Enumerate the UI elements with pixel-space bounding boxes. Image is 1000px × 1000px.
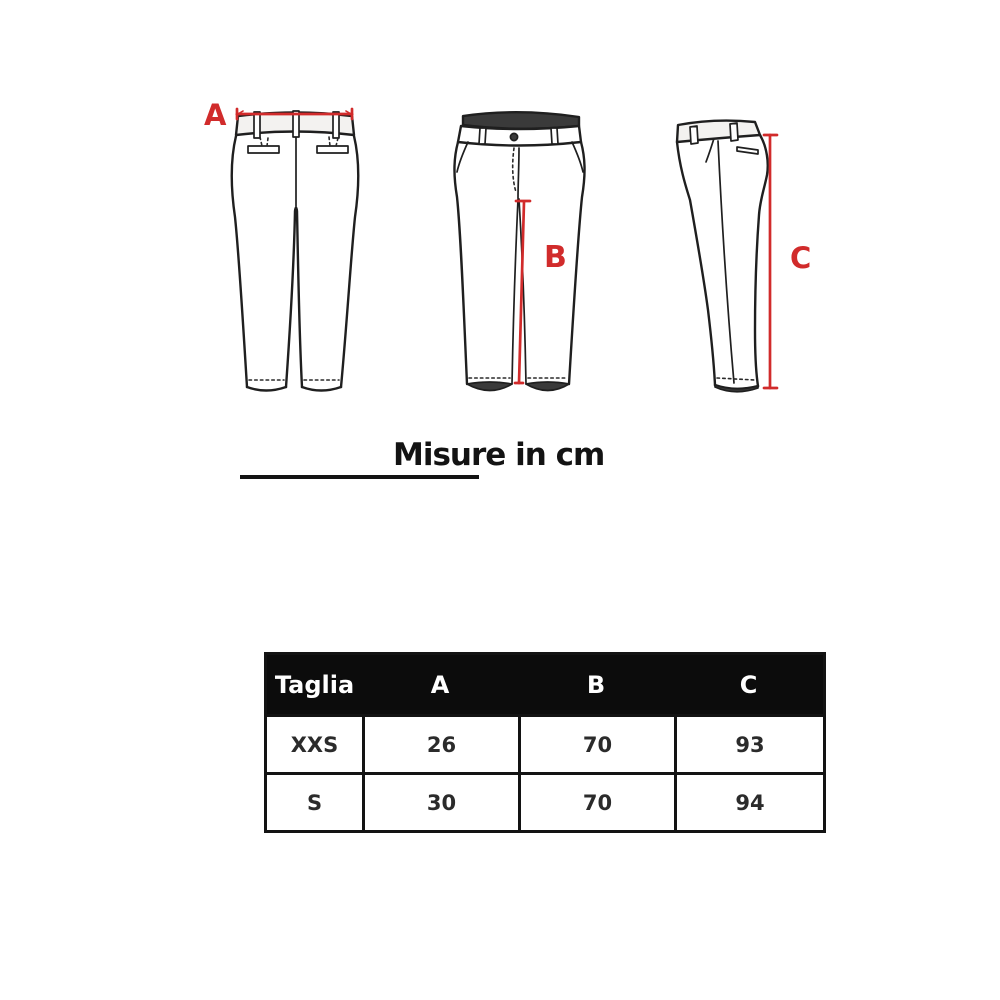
front-inner-seam <box>512 199 518 384</box>
header-cell-b: B <box>586 670 606 699</box>
cell-a: 30 <box>362 775 518 830</box>
belt-loop <box>254 112 260 138</box>
title-underline <box>240 475 479 479</box>
belt-loop <box>551 128 558 144</box>
fly-stitch <box>513 148 516 192</box>
pants-side-view-drawing <box>660 85 800 415</box>
measure-label-c: C <box>790 241 812 275</box>
pants-side-outline <box>677 121 768 392</box>
back-pocket-welt <box>737 147 758 154</box>
cell-c: 93 <box>674 717 823 772</box>
size-table-row-xxs <box>267 714 823 772</box>
hem-opening <box>467 382 512 391</box>
size-table <box>264 652 826 833</box>
header-cell-c: C <box>739 670 758 699</box>
size-table-header-row <box>267 655 823 714</box>
cell-size: XXS <box>290 732 339 757</box>
belt-loop <box>730 123 738 141</box>
back-pocket-welt <box>317 146 348 153</box>
cell-b: 70 <box>518 775 674 830</box>
header-cell-taglia: Taglia <box>274 670 355 699</box>
waist-button <box>510 133 517 140</box>
pants-front-view-drawing <box>430 85 630 415</box>
cell-size: S <box>306 790 323 815</box>
hem-stitches <box>717 378 755 380</box>
front-waistband <box>458 126 581 146</box>
measure-label-a: A <box>204 98 227 132</box>
dart-stitches <box>260 137 338 146</box>
belt-loop <box>690 126 698 144</box>
cell-c: 94 <box>674 775 823 830</box>
measure-line-c <box>764 135 777 388</box>
header-cell-a: A <box>430 670 450 699</box>
belt-loop <box>479 128 486 144</box>
belt-loop <box>333 112 339 138</box>
back-pocket-welt <box>248 146 279 153</box>
units-title: Misure in cm <box>393 437 605 473</box>
measure-label-b: B <box>544 240 567 275</box>
hem-opening <box>526 382 569 391</box>
size-table-row-s <box>267 772 823 830</box>
cell-b: 70 <box>518 717 674 772</box>
cell-a: 26 <box>362 717 518 772</box>
pants-back-outline <box>232 111 359 391</box>
front-center-seam <box>518 148 519 198</box>
side-crease <box>718 141 734 383</box>
pants-back-view-drawing <box>200 85 400 415</box>
side-pocket <box>457 142 468 172</box>
